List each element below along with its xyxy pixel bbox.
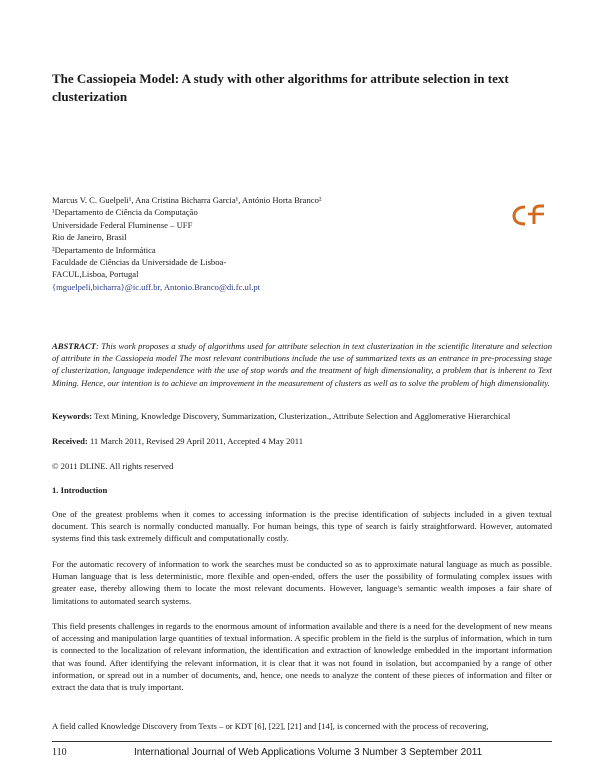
copyright-notice: © 2011 DLINE. All rights reserved <box>52 461 174 471</box>
abstract-text: : This work proposes a study of algorithms used for attribute selection in text clusterization in the scientific literature and selection of attribute in the Cassiopeia model The most relevant contributions include the use of summarized texts as an entrance in pre-processing stage of clusterization, language independence with the use of stop words and the treatment of high dimensionality, a problem that is inherent to Text Mining. Hence, our intention is to achieve an improvement in the measurement of clusters as well as to solve the problem of high dimensionality. <box>52 341 552 388</box>
paper-title: The Cassiopeia Model: A study with other algorithms for attribute selection in text clusterization <box>52 71 509 104</box>
received-text: 11 March 2011, Revised 29 April 2011, Accepted 4 May 2011 <box>87 436 303 446</box>
author-block <box>52 194 472 293</box>
affiliation-line: ¹Departamento de Ciência da Computação <box>52 207 198 218</box>
author-email[interactable]: {mguelpeli,bicharra}@ic.uff.br, Antonio.Branco@di.fc.ul.pt <box>52 281 261 292</box>
affiliation-line: ²Departamento de Informática <box>52 244 156 255</box>
received-dates <box>52 435 552 447</box>
abstract-label: ABSTRACT <box>52 341 96 351</box>
affiliation-line: Rio de Janeiro, Brasil <box>52 232 127 243</box>
page-number: 110 <box>52 747 67 758</box>
body-paragraph: A field called Knowledge Discovery from Texts – or KDT [6], [22], [21] and [14], is concerned with the process of recovering, <box>52 721 489 731</box>
keywords-label: Keywords: <box>52 411 93 421</box>
body-paragraph: One of the greatest problems when it comes to accessing information is the precise identification of subjects included in a given textual document. This search is normally conducted manually. For human beings, this type of search is fairly straightforward. However, automated systems find this task extremely difficult and computationally costly. <box>52 509 552 544</box>
footer-divider <box>52 741 552 742</box>
received-label: Received: <box>52 436 88 446</box>
section-heading: 1. Introduction <box>52 485 108 495</box>
keywords <box>52 410 552 422</box>
author-names: Marcus V. C. Guelpeli¹, Ana Cristina Bicharra Garcia¹, António Horta Branco² <box>52 195 322 205</box>
journal-cf-logo-icon <box>512 204 546 226</box>
keywords-text: Text Mining, Knowledge Discovery, Summarization, Clusterization., Attribute Selection and Agglomerative Hierarchical <box>92 411 511 421</box>
journal-citation: International Journal of Web Applications Volume 3 Number 3 September 2011 <box>134 747 483 758</box>
abstract <box>52 340 552 389</box>
affiliation-line: FACUL,Lisboa, Portugal <box>52 269 139 280</box>
affiliation-line: Faculdade de Ciências da Universidade de Lisboa- <box>52 257 227 268</box>
body-paragraph: This field presents challenges in regards to the enormous amount of information available and there is a need for the development of new means of accessing and manipulation large quantities of textual information. A specific problem in the field is the surplus of information, which in turn is connected to the localization of relevant information, the identification and extraction of knowledge embedded in the important information that was found. After identifying the relevant information, it is clear that it was not found in isolation, but accompanied by a range of other information, or spread out in a number of documents, and, hence, one needs to analyze the content of these pieces of information and filter or extract the data that is truly important. <box>52 621 552 693</box>
body-paragraph: For the automatic recovery of information to work the searches must be conducted so as to approximate natural language as much as possible. Human language that is less deterministic, more flexible and open-ended, offers the user the possibility of formulating complex issues with greater ease, thereby allowing them to locate the most relevant documents. However, language's semantic wealth imposes a fair share of limitations to automated search systems. <box>52 559 552 606</box>
affiliation-line: Universidade Federal Fluminense – UFF <box>52 219 193 230</box>
